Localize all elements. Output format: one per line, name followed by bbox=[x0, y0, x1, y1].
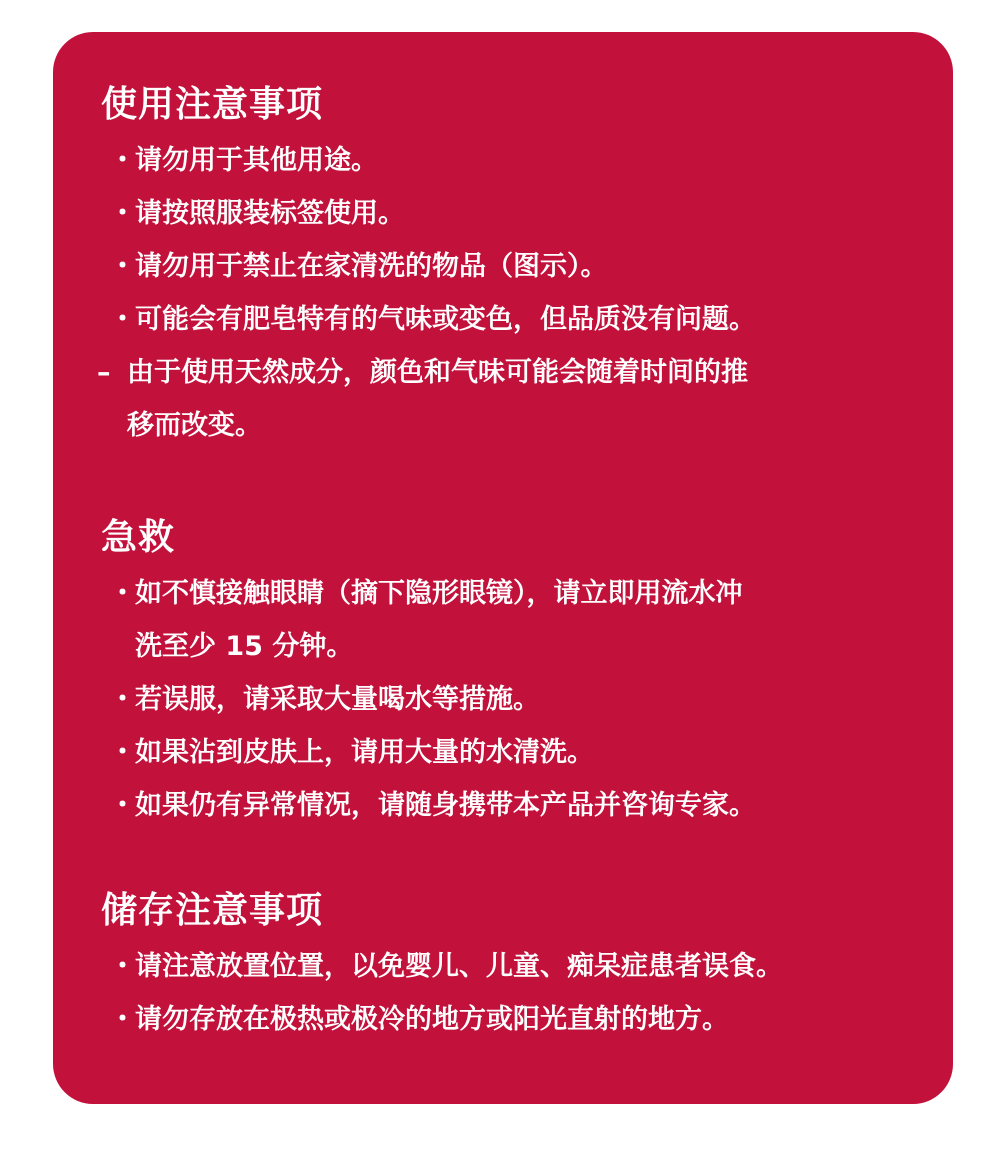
list-item-text-continued: 洗至少 15 分钟。 bbox=[135, 631, 354, 662]
list-item bbox=[101, 293, 913, 346]
bullet-icon: ・ bbox=[109, 198, 136, 229]
list-item-text-continued: 移而改变。 bbox=[127, 410, 262, 441]
bullet-icon: ・ bbox=[109, 251, 136, 282]
section-title: 储存注意事项 bbox=[101, 890, 324, 931]
list-item-text: 请按照服装标签使用。 bbox=[135, 198, 405, 229]
list-item-text: 如不慎接触眼睛（摘下隐形眼镜），请立即用流水冲 bbox=[135, 578, 743, 609]
list-item bbox=[101, 993, 913, 1046]
bullet-icon: ・ bbox=[109, 145, 136, 176]
list-item-text: 如果沾到皮肤上，请用大量的水清洗。 bbox=[135, 737, 594, 768]
usage-precautions-section bbox=[97, 84, 913, 452]
dash-icon: – bbox=[97, 357, 111, 388]
list-item bbox=[101, 567, 913, 673]
list-item bbox=[101, 187, 913, 240]
list-item bbox=[101, 134, 913, 187]
bullet-icon: ・ bbox=[109, 737, 136, 768]
list-item bbox=[101, 940, 913, 993]
list-item-text: 请注意放置位置，以免婴儿、儿童、痴呆症患者误食。 bbox=[135, 951, 783, 982]
list-item bbox=[97, 346, 913, 452]
notice-card bbox=[53, 32, 953, 1104]
bullet-icon: ・ bbox=[109, 951, 136, 982]
list-item-text: 请勿用于其他用途。 bbox=[135, 145, 378, 176]
storage-precautions-section bbox=[101, 890, 913, 1046]
bullet-icon: ・ bbox=[109, 578, 136, 609]
list-item bbox=[101, 240, 913, 293]
list-item-text: 请勿用于禁止在家清洗的物品（图示）。 bbox=[135, 251, 608, 282]
list-item-text: 若误服，请采取大量喝水等措施。 bbox=[135, 684, 540, 715]
bullet-icon: ・ bbox=[109, 790, 136, 821]
list-item-text: 由于使用天然成分，颜色和气味可能会随着时间的推 bbox=[127, 357, 748, 388]
bullet-icon: ・ bbox=[109, 1004, 136, 1035]
list-item bbox=[101, 673, 913, 726]
list-item-text: 请勿存放在极热或极冷的地方或阳光直射的地方。 bbox=[135, 1004, 729, 1035]
list-item bbox=[101, 726, 913, 779]
list-item-text: 可能会有肥皂特有的气味或变色，但品质没有问题。 bbox=[135, 304, 756, 335]
list-item-text: 如果仍有异常情况，请随身携带本产品并咨询专家。 bbox=[135, 790, 756, 821]
section-title: 急救 bbox=[101, 517, 176, 558]
first-aid-section bbox=[101, 517, 913, 832]
section-title: 使用注意事项 bbox=[101, 84, 324, 125]
bullet-icon: ・ bbox=[109, 304, 136, 335]
bullet-icon: ・ bbox=[109, 684, 136, 715]
list-item bbox=[101, 779, 913, 832]
